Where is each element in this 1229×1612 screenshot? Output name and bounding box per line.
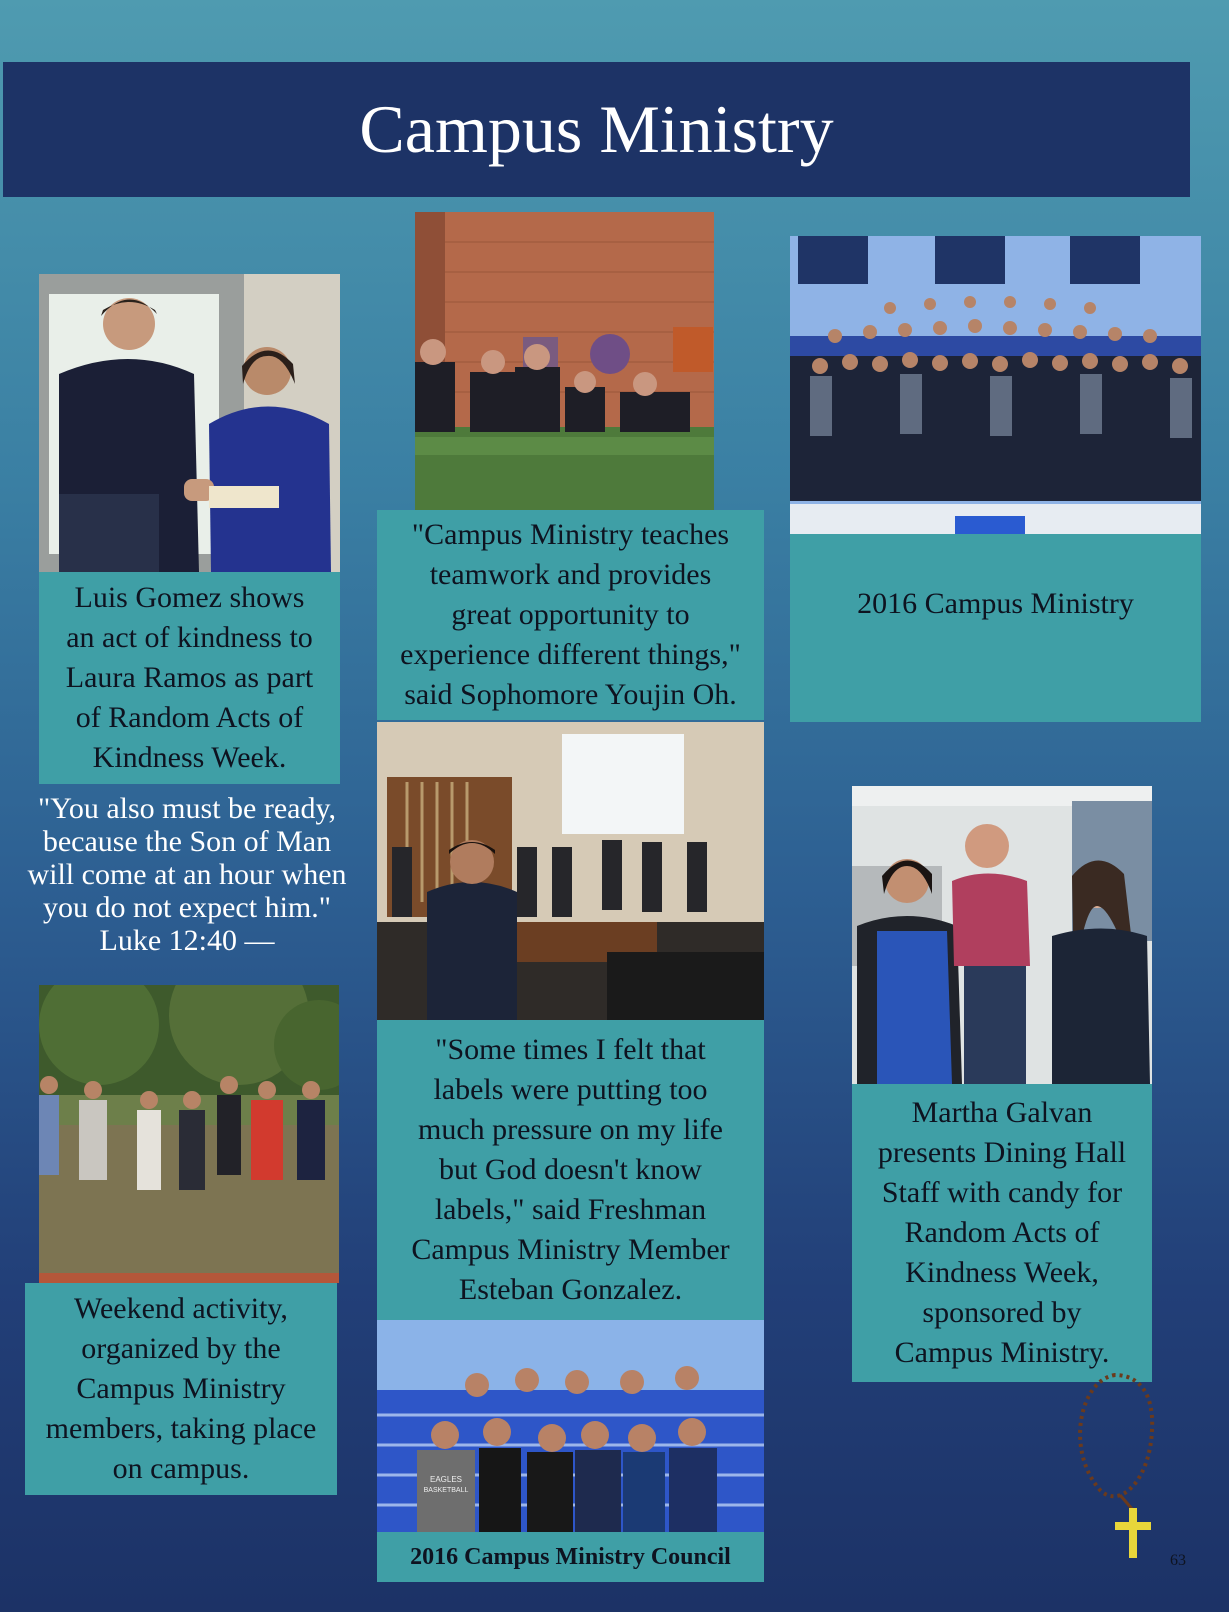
luke-quote: "You also must be ready, because the Son of Man will come at an hour when you do not expect him." Luke 12:40 — — [27, 792, 347, 957]
photo-dining-hall — [852, 786, 1152, 1084]
title-banner — [3, 62, 1190, 197]
photo-chapel — [377, 722, 764, 1020]
caption-esteban-quote: "Some times I felt that labels were putting too much pressure on my life but God doesn't know labels," said Freshman Campus Ministry Member Esteban Gonzalez. — [377, 1020, 764, 1320]
photo-2016-group — [790, 236, 1201, 534]
caption-2016-campus-ministry: 2016 Campus Ministry — [790, 534, 1201, 722]
caption-martha-galvan: Martha Galvan presents Dining Hall Staff with candy for Random Acts of Kindness Week, sponsored by Campus Ministry. — [852, 1084, 1152, 1382]
page-number: 63 — [1170, 1552, 1186, 1569]
hoodie-text-line-1: EAGLES — [429, 1475, 463, 1484]
caption-youjin-quote: "Campus Ministry teaches teamwork and provides great opportunity to experience different things," said Sophomore Youjin Oh. — [377, 510, 764, 720]
photo-weekend-activity — [39, 985, 339, 1283]
rosary-icon — [1060, 1370, 1170, 1560]
hoodie-text-line-2: BASKETBALL — [423, 1487, 469, 1494]
photo-classroom — [415, 212, 714, 510]
caption-weekend-activity: Weekend activity, organized by the Campus Ministry members, taking place on campus. — [25, 1283, 337, 1495]
caption-luis-gomez: Luis Gomez shows an act of kindness to Laura Ramos as part of Random Acts of Kindness Week. — [39, 572, 340, 784]
photo-council — [377, 1320, 764, 1532]
photo-handshake — [39, 274, 340, 572]
caption-council-2016: 2016 Campus Ministry Council — [377, 1532, 764, 1582]
page-title: Campus Ministry — [359, 91, 834, 167]
